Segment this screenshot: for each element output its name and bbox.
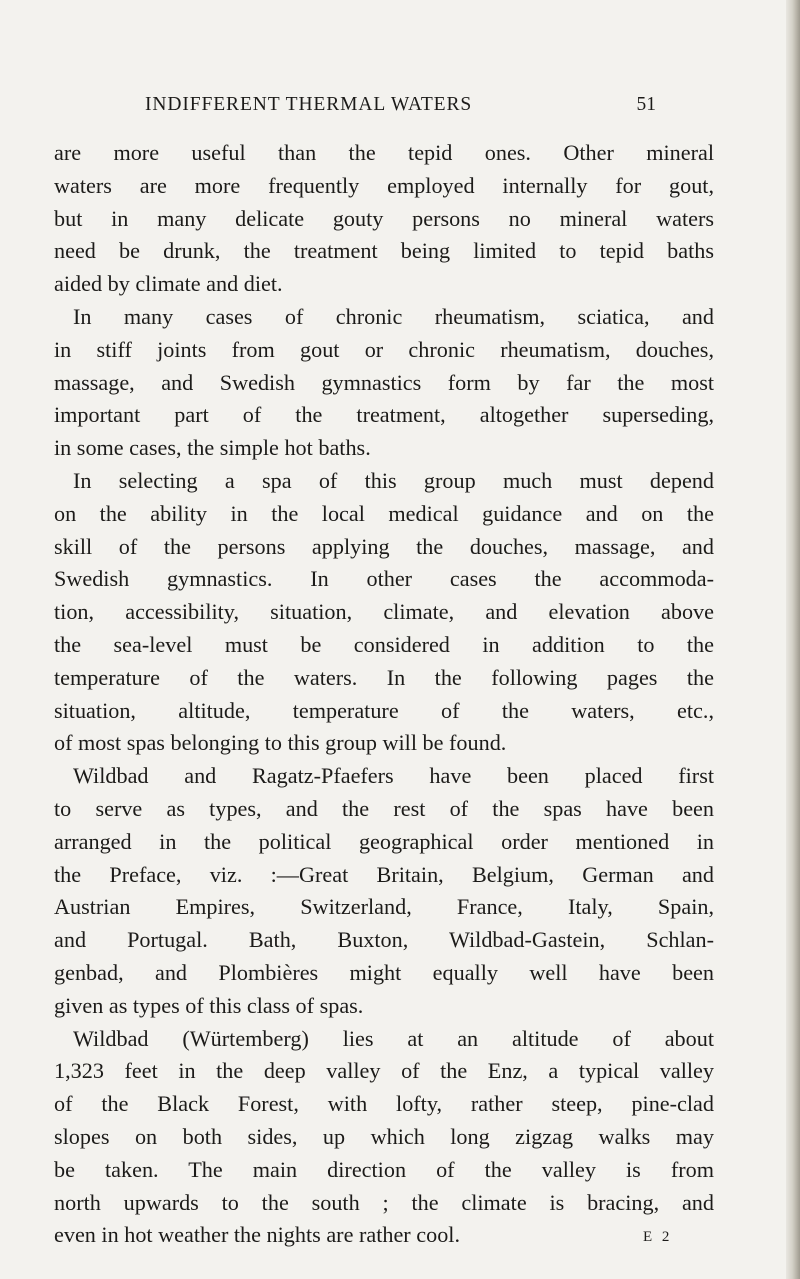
text-line: situation, altitude, temperature of the waters, etc.,	[54, 697, 714, 723]
text-line: but in many delicate gouty persons no mineral waters	[54, 205, 714, 231]
text-line: of the Black Forest, with lofty, rather steep, pine-clad	[54, 1091, 714, 1117]
text-line: In selecting a spa of this group much must depend	[73, 467, 714, 493]
text-line: Swedish gymnastics. In other cases the accommoda-	[54, 566, 714, 592]
text-line: arranged in the political geographical order mentioned in	[54, 828, 714, 854]
page-header	[145, 94, 656, 120]
text-line: the sea-level must be considered in addition to the	[54, 631, 714, 657]
text-line: massage, and Swedish gymnastics form by far the most	[54, 369, 714, 395]
running-head: INDIFFERENT THERMAL WATERS	[145, 94, 473, 115]
text-line: slopes on both sides, up which long zigzag walks may	[54, 1123, 714, 1149]
text-line: and Portugal. Bath, Buxton, Wildbad-Gastein, Schlan-	[54, 927, 714, 953]
page-edge-shadow	[786, 0, 800, 1279]
text-line: temperature of the waters. In the following pages the	[54, 664, 714, 690]
text-line: even in hot weather the nights are rather cool.	[54, 1222, 460, 1248]
text-line: Wildbad and Ragatz-Pfaefers have been placed first	[73, 763, 714, 789]
text-line: in stiff joints from gout or chronic rheumatism, douches,	[54, 336, 714, 362]
text-line: Austrian Empires, Switzerland, France, Italy, Spain,	[54, 894, 714, 920]
text-line: In many cases of chronic rheumatism, sciatica, and	[73, 303, 714, 329]
text-line: tion, accessibility, situation, climate, and elevation above	[54, 599, 714, 625]
text-line: the Preface, viz. :—Great Britain, Belgium, German and	[54, 861, 714, 887]
text-line: need be drunk, the treatment being limited to tepid baths	[54, 238, 714, 264]
text-line: be taken. The main direction of the valley is from	[54, 1156, 714, 1182]
text-line: to serve as types, and the rest of the spas have been	[54, 795, 714, 821]
text-line: in some cases, the simple hot baths.	[54, 435, 371, 461]
text-line: skill of the persons applying the douches, massage, and	[54, 533, 714, 559]
text-line: Wildbad (Würtemberg) lies at an altitude of about	[73, 1025, 714, 1051]
text-line: 1,323 feet in the deep valley of the Enz, a typical valley	[54, 1058, 714, 1084]
body-text	[54, 137, 714, 1252]
text-line: north upwards to the south ; the climate is bracing, and	[54, 1189, 714, 1215]
text-line: of most spas belonging to this group will be found.	[54, 730, 507, 756]
text-line: important part of the treatment, altogether superseding,	[54, 402, 714, 428]
text-line: on the ability in the local medical guidance and on the	[54, 500, 714, 526]
text-line: aided by climate and diet.	[54, 271, 283, 297]
page-number: 51	[636, 94, 656, 115]
signature-mark: E 2	[643, 1229, 673, 1245]
text-line: waters are more frequently employed internally for gout,	[54, 172, 714, 198]
text-line: are more useful than the tepid ones. Other mineral	[54, 140, 714, 165]
text-line: given as types of this class of spas.	[54, 992, 364, 1018]
text-line: genbad, and Plombières might equally well have been	[54, 959, 714, 985]
